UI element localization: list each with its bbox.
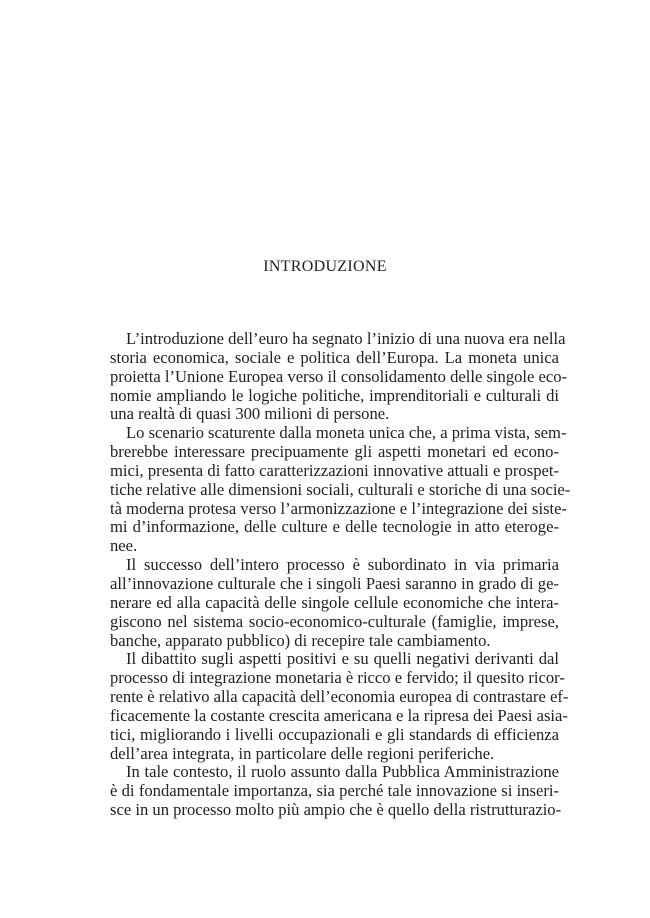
text-line: dell’area integrata, in particolare delle regioni periferiche. (110, 743, 495, 763)
text-line: tiche relative alle dimensioni sociali, culturali e storiche di una socie- (110, 479, 571, 499)
text-line: storia economica, sociale e politica dell’Europa. La moneta unica (110, 347, 559, 367)
page-title: INTRODUZIONE (263, 258, 387, 275)
text-line: In tale contesto, il ruolo assunto dalla Pubblica Amministrazione (126, 762, 559, 782)
text-line: nee. (110, 536, 138, 556)
text-line: nomie ampliando le logiche politiche, imprenditoriali e culturali di (110, 385, 559, 405)
text-line: processo di integrazione monetaria è ricco e fervido; il quesito ricor- (110, 668, 565, 688)
text-line: mici, presenta di fatto caratterizzazioni innovative attuali e prospet- (110, 460, 559, 480)
body-text (110, 329, 571, 820)
text-line: rente è relativo alla capacità dell’economia europea di contrastare ef- (110, 687, 569, 707)
paragraph (110, 762, 562, 820)
paragraph (110, 649, 569, 763)
text-line: brerebbe interessare precipuamente gli aspetti monetari ed econo- (110, 442, 559, 462)
text-line: proietta l’Unione Europea verso il consolidamento delle singole eco- (110, 366, 568, 386)
text-line: ficacemente la costante crescita americana e la ripresa dei Paesi asia- (110, 705, 568, 725)
text-line: banche, apparato pubblico) di recepire tale cambiamento. (110, 630, 491, 650)
paragraph (110, 329, 568, 424)
text-line: una realtà di quasi 300 milioni di persone. (110, 404, 390, 424)
text-line: sce in un processo molto più ampio che è quello della ristrutturazio- (110, 800, 562, 820)
text-line: tà moderna protesa verso l’armonizzazione e l’integrazione dei siste- (110, 498, 568, 518)
text-line: Il successo dell’intero processo è subordinato in via primaria (126, 555, 559, 575)
text-line: L’introduzione dell’euro ha segnato l’inizio di una nuova era nella (126, 329, 566, 348)
paragraph (110, 423, 571, 556)
text-line: nerare ed alla capacità delle singole cellule economiche che intera- (110, 592, 559, 612)
text-line: mi d’informazione, delle culture e delle tecnologie in atto eteroge- (110, 517, 559, 537)
text-line: tici, migliorando i livelli occupazionali e gli standards di efficienza (110, 724, 559, 744)
text-line: Il dibattito sugli aspetti positivi e su quelli negativi derivanti dal (126, 649, 559, 669)
paragraph (110, 556, 559, 650)
text-line: all’innovazione culturale che i singoli Paesi saranno in grado di ge- (110, 573, 559, 593)
text-line: è di fondamentale importanza, sia perché tale innovazione si inseri- (110, 781, 559, 801)
text-line: giscono nel sistema socio-economico-culturale (famiglie, imprese, (110, 611, 559, 631)
text-line: Lo scenario scaturente dalla moneta unica che, a prima vista, sem- (126, 423, 567, 443)
